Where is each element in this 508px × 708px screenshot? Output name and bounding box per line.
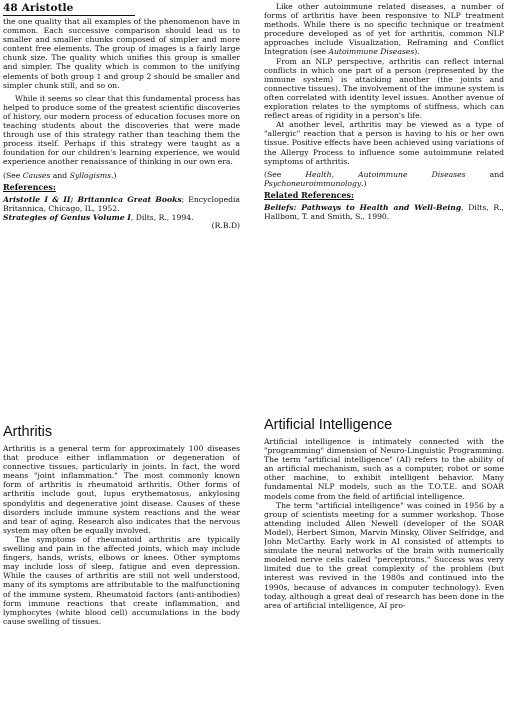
aristotle-paragraph-1: the one quality that all examples of the phenomenon have in common. Each successive comparison should lead us to smaller and smaller chunks composed of simpler and more content free elements. The group of images is a fairly large chunk size. The quality which unifies this group is smaller and simpler. The quality which is common to the unifying elements of both group 1 and group 2 should be smaller and simpler chunk still, and so on. [3, 17, 240, 90]
ai-paragraph-1: Artificial intelligence is intimately connected with the "programming" dimension of Neuro-Linguistic Programming. The term "artificial intelligence" (AI) refers to the ability of an artificial mechanism, such as a computer, robot or some other machine, to exhibit intelligent behavior. Many fundamental NLP models, such as the T.O.T.E. and SOAR models come from the field of artificial intelligence. [264, 437, 504, 501]
see-autoimmune-link[interactable]: Autoimmune Diseases [328, 47, 415, 57]
right-column [264, 0, 504, 708]
reference-3: Beliefs: Pathways to Health and Well-Being, Dilts, R., Hallbom, T. and Smith, S., 1990. [264, 202, 504, 222]
see-health-link[interactable]: Health, Autoimmune Diseases [305, 169, 466, 179]
running-header [3, 2, 73, 14]
left-column [3, 0, 240, 708]
related-references-heading: Related References: [264, 189, 354, 200]
section-title-arthritis: Arthritis [3, 424, 53, 440]
author-initials: (R.B.D) [211, 220, 240, 230]
section-title-artificial-intelligence: Artificial Intelligence [264, 417, 393, 433]
running-title: Aristotle [21, 2, 74, 14]
aristotle-continuation [3, 17, 240, 230]
reference-3-title: Beliefs: Pathways to Health and Well-Being [264, 202, 462, 212]
reference-2: Strategies of Genius Volume I, Dilts, R., 1994. [3, 212, 194, 222]
ai-paragraph-2: The term "artificial intelligence" was coined in 1956 by a group of scientists meeting for a summer workshop. Those attending included Allen Newell (developer of the SOAR Model), Herbert Simon, Marvin Minsky, Oliver Selfridge, and John McCarthy. Early work in AI consisted of attempts to simulate the neural networks of the brain with numerically modeled nerve cells called "perceptrons." Success was very limited due to the great complexity of the problem (but interest was revived in the 1980s and continued into the 1990s, because of advances in computer technology). Even today, although a great deal of research has been done in the area of artificial intelligence, AI pro- [264, 500, 504, 610]
artificial-intelligence-section [264, 417, 504, 610]
reference-1: Aristotle I & II; Britannica Great Books; Encyclopedia Britannica, Chicago, IL, 1952. [3, 194, 240, 213]
reference-2-title: Strategies of Genius Volume I [3, 212, 131, 222]
arthritis-section [3, 424, 240, 626]
arthritis-paragraph-2: The symptoms of rheumatoid arthritis are typically swelling and pain in the affected joints, which may include fingers, hands, wrists, elbows or knees. Other symptoms may include loss of sleep, fatigue and even depression. While the causes of arthritis are still not well understood, many of its symptoms are attributable to the malfunctioning of the immune system. Rheumatoid factors (anti-antibodies) form immune reactions that create inflammation, and lymphocytes (white blood cell) accumulations in the body cause swelling of tissues. [3, 534, 240, 626]
arthritis-paragraph-4: From an NLP perspective, arthritis can reflect internal conflicts in which one part of a person (represented by the immune system) is attacking another (the joints and connective tissues). The involvement of the immune system is often correlated with identity level issues. Another avenue of exploration relates to the symptoms of stiffness, which can reflect areas of rigidity in a person's life. [264, 56, 504, 121]
arthritis-paragraph-5: At another level, arthritis may be viewed as a type of "allergic" reaction that a person is having to his or her own tissue. Positive effects have been achieved using variations of the Allergy Process to influence some autoimmune related symptoms of arthritis. [264, 120, 504, 166]
arthritis-continuation [264, 2, 504, 221]
arthritis-see-also: (See Health, Autoimmune Diseases and Psychoneuroimmunology.) [264, 169, 504, 188]
see-psychoneuroimmunology-link[interactable]: Psychoneuroimmunology [264, 178, 362, 188]
arthritis-paragraph-1: Arthritis is a general term for approximately 100 diseases that produce either inflammation or degeneration of connective tissues, particularly in joints. In fact, the word means "joint inflammation." The most commonly known form of arthritis is rheumatoid arthritis. Other forms of arthritis include gout, lupus erythematosus, ankylosing spondylitis and degenerative joint disease. Causes of these disorders include immune system reactions and the wear and tear of aging. Research also indicates that the nervous system may often be equally involved. [3, 444, 240, 535]
references-heading: References: [3, 181, 56, 192]
arthritis-paragraph-3: Like other autoimmune related diseases, a number of forms of arthritis have been responsive to NLP treatment methods. While there is no specific technique or treatment procedure developed as of yet for arthritis, common NLP approaches include Visualization, Reframing and Conflict Integration (see Autoimmune Diseases). [264, 2, 504, 57]
page-number: 48 [3, 2, 18, 14]
see-causes-link[interactable]: Causes [22, 170, 51, 180]
see-syllogisms-link[interactable]: Syllogisms [69, 170, 112, 180]
aristotle-see-also: (See Causes and Syllogisms.) [3, 170, 117, 180]
aristotle-paragraph-2: While it seems so clear that this fundamental process has helped to produce some of the greatest scientific discoveries of history, our modern process of education focuses more on teaching students about the discoveries that were made through use of this strategy rather than teaching them the process itself. Perhaps if this strategy were taught as a foundation for our children's learning experience, we would experience another renaissance of thinking in our own era. [3, 93, 240, 167]
header-rule [3, 15, 135, 16]
reference-1-title: Aristotle I & II; Britannica Great Books [3, 194, 182, 204]
